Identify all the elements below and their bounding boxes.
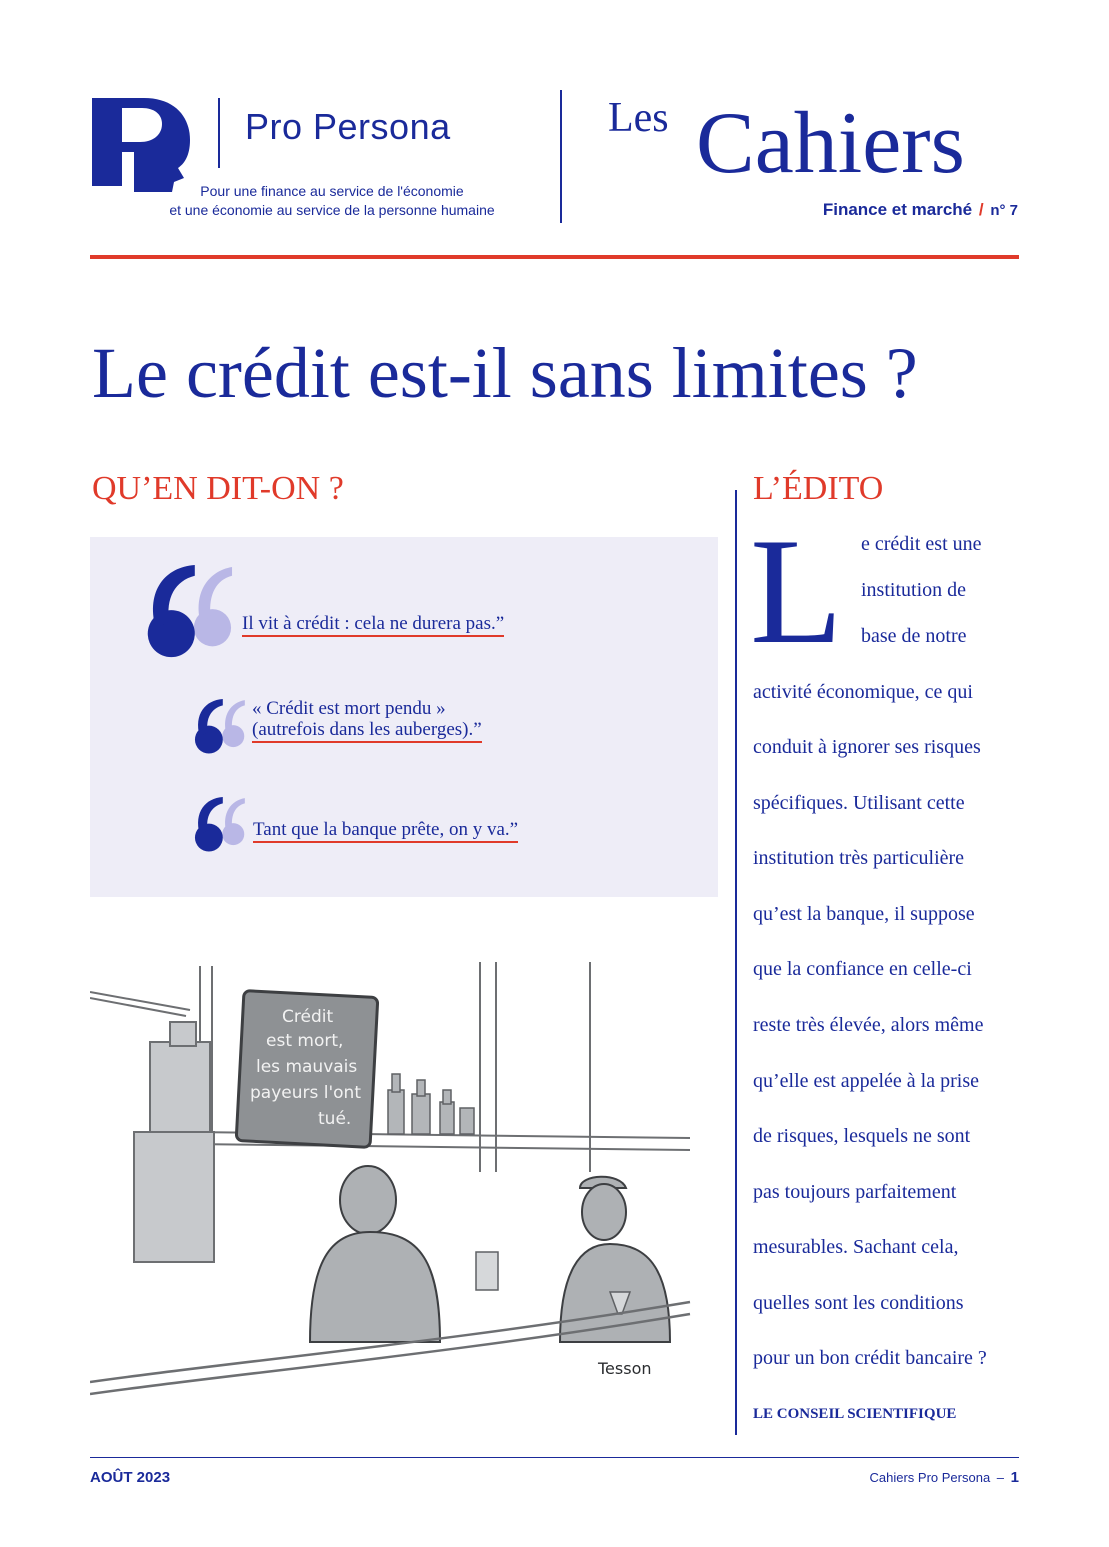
quote-line: Tant que la banque prête, on y va.” <box>253 819 519 840</box>
page-number: 1 <box>1010 1469 1019 1486</box>
pro-persona-logo-icon <box>92 96 192 192</box>
edito-line: de risques, lesquels ne sont <box>753 1125 971 1147</box>
edito-line: reste très élevée, alors même <box>753 1014 984 1036</box>
edito-line: qu’est la banque, il suppose <box>753 903 975 925</box>
section-heading-quotes: QU’EN DIT-ON ? <box>92 470 344 507</box>
edito-line: activité économique, ce qui <box>753 681 973 703</box>
quote-line: « Crédit est mort pendu » <box>252 698 446 719</box>
footer-dash: – <box>996 1470 1005 1485</box>
quote-line: Il vit à crédit : cela ne durera pas.” <box>242 613 505 634</box>
edito-line: quelles sont les conditions <box>753 1292 964 1314</box>
publication-les: Les <box>608 95 669 141</box>
chalkboard-line-4: payeurs l'ont <box>250 1083 361 1103</box>
chalkboard-line-2: est mort, <box>266 1031 344 1051</box>
quote-mark-icon <box>136 565 234 663</box>
tagline-line-1: Pour une finance au service de l'économie <box>200 183 464 199</box>
chalkboard-line-3: les mauvais <box>256 1057 358 1077</box>
page-title: Le crédit est-il sans limites ? <box>92 333 918 413</box>
series-name: Finance et marché <box>822 200 973 219</box>
edito-line: e crédit est une <box>861 533 982 555</box>
column-divider <box>735 490 737 1435</box>
footer-rule <box>90 1457 1019 1458</box>
issue-separator: / <box>978 200 984 219</box>
header-divider-large <box>560 90 562 223</box>
bar-cartoon-illustration <box>90 962 700 1402</box>
cartoon-signature: Tesson <box>598 1359 652 1378</box>
edito-line: institution de <box>861 579 966 601</box>
edito-line: institution très particulière <box>753 847 965 869</box>
header-red-rule <box>90 255 1019 259</box>
issue-number: n° 7 <box>990 202 1018 219</box>
quote-mark-icon <box>188 699 246 757</box>
footer-date: AOÛT 2023 <box>90 1469 171 1486</box>
brand-name: Pro Persona <box>245 106 451 147</box>
footer-publication: Cahiers Pro Persona <box>869 1470 991 1485</box>
chalkboard-line-1: Crédit <box>282 1007 334 1027</box>
edito-line: pour un bon crédit bancaire ? <box>753 1347 987 1369</box>
edito-line: mesurables. Sachant cela, <box>753 1236 959 1258</box>
edito-line: qu’elle est appelée à la prise <box>753 1070 979 1092</box>
edito-line: conduit à ignorer ses risques <box>753 736 981 758</box>
edito-line: spécifiques. Utilisant cette <box>753 792 965 814</box>
quote-line: (autrefois dans les auberges).” <box>252 719 482 740</box>
section-heading-edito: L’ÉDITO <box>753 470 884 507</box>
edito-line: pas toujours parfaitement <box>753 1181 957 1203</box>
quote-mark-icon <box>188 797 246 855</box>
edito-signature: LE CONSEIL SCIENTIFIQUE <box>753 1406 957 1422</box>
chalkboard-line-5: tué. <box>318 1109 352 1129</box>
edito-line: base de notre <box>861 625 967 647</box>
edito-line: que la confiance en celle-ci <box>753 958 972 980</box>
edito-drop-cap: L <box>750 507 843 675</box>
quotes-box <box>90 537 718 897</box>
issue-line <box>823 200 1018 220</box>
brand-tagline <box>122 182 542 220</box>
publication-cahiers: Cahiers <box>696 95 965 192</box>
footer-page-info <box>870 1469 1020 1486</box>
tagline-line-2: et une économie au service de la personne humaine <box>169 202 495 218</box>
header-divider-small <box>218 98 220 168</box>
